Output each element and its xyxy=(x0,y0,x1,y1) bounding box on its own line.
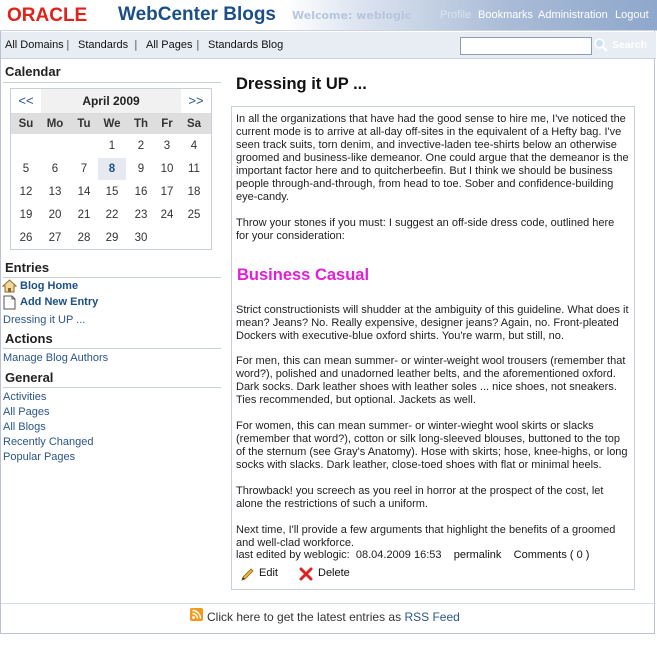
calendar-day: 2 xyxy=(137,140,145,152)
nav-separator: | xyxy=(66,38,70,51)
popular-pages-link[interactable]: Popular Pages xyxy=(3,451,76,463)
new-document-icon xyxy=(3,295,16,310)
post-paragraph: In all the organizations that have had the good sense to hire me, I've noticed the current mode is to arrive at all-day off-sites in the equivalent of a Hefty bag. I've seen track suits, torn denim, and invective-laden tee-shirts below an otherwise groomed and business-like demeanor. One could argue that the demeanor is the important factor here and to quitcherbeefin. But I think we should be business people through-and-through, from head to toe. Sober and confidence-building eye-candy. xyxy=(236,113,629,203)
post-paragraph: Throw your stones if you must: I suggest an off-side dress code, outlined here for your consideration: xyxy=(236,217,615,242)
calendar-day: 24 xyxy=(160,209,174,221)
nav-all-domains[interactable]: All Domains xyxy=(5,39,64,51)
rss-feed-link[interactable]: RSS Feed xyxy=(404,610,460,624)
edited-date: 08.04.2009 16:53 xyxy=(355,549,442,561)
welcome-text: Welcome: weblogic xyxy=(292,9,412,22)
rss-footer xyxy=(207,610,460,624)
calendar-day: 6 xyxy=(51,163,59,175)
bookmarks-link[interactable]: Bookmarks xyxy=(478,9,534,21)
product-title: WebCenter Blogs xyxy=(118,4,277,25)
calendar-day: 3 xyxy=(163,140,171,152)
post-paragraph: Next time, I'll provide a few arguments that highlight the benefits of a groomed and well-clad workforce. xyxy=(236,524,616,549)
calendar-day: 1 xyxy=(108,140,116,152)
post-paragraph: Strict constructionists will shudder at the ambiguity of this guideline. What does it mean? Jeans? No. Really expensive, designer jeans? Again, no. Front-pleated Dockers with executive-blue oxford shirts. You're warm, but still, no. xyxy=(236,304,629,342)
calendar xyxy=(10,88,212,250)
calendar-month-label: April 2009 xyxy=(82,94,140,108)
calendar-day: 13 xyxy=(48,186,62,198)
calendar-day: 22 xyxy=(105,209,119,221)
post-title: Dressing it UP ... xyxy=(236,75,367,93)
calendar-day: 25 xyxy=(187,209,201,221)
search-input[interactable] xyxy=(460,37,592,55)
edited-by-label: last edited by weblogic: xyxy=(236,549,350,561)
calendar-day-today[interactable]: 8 xyxy=(98,158,126,180)
divider xyxy=(3,82,221,83)
nav-separator: | xyxy=(134,38,138,51)
rss-icon[interactable] xyxy=(190,608,203,621)
calendar-day: 29 xyxy=(105,232,119,244)
calendar-day: 21 xyxy=(77,209,91,221)
calendar-day: 7 xyxy=(80,163,88,175)
weekday-label: We xyxy=(103,118,121,130)
footer-divider xyxy=(1,603,656,604)
calendar-day: 14 xyxy=(77,186,91,198)
permalink-link[interactable]: permalink xyxy=(453,549,502,561)
activities-link[interactable]: Activities xyxy=(3,391,47,403)
calendar-day: 9 xyxy=(137,163,145,175)
search-icon[interactable] xyxy=(594,38,608,52)
all-blogs-link[interactable]: All Blogs xyxy=(3,421,46,433)
calendar-day: 16 xyxy=(134,186,148,198)
section-heading: Business Casual xyxy=(237,266,370,284)
comments-link[interactable]: Comments ( 0 ) xyxy=(513,549,590,561)
calendar-prev-button[interactable]: << xyxy=(11,89,41,113)
calendar-day: 12 xyxy=(19,186,33,198)
calendar-next-button[interactable]: >> xyxy=(181,89,211,113)
all-pages-link[interactable]: All Pages xyxy=(3,406,50,418)
weekday-label: Mo xyxy=(46,118,64,130)
calendar-day: 17 xyxy=(160,186,174,198)
header xyxy=(0,0,657,31)
calendar-day: 5 xyxy=(22,163,30,175)
actions-heading: Actions xyxy=(5,331,53,346)
calendar-day: 18 xyxy=(187,186,201,198)
delete-button[interactable]: Delete xyxy=(318,567,350,579)
post-paragraph: Throwback! you screech as you reel in horror at the prospect of the cost, let alone the restrictions of such a uniform. xyxy=(236,485,604,510)
divider xyxy=(3,387,221,388)
post-paragraph: For men, this can mean summer- or winter-weight wool trousers (remember that word?), polished and unadorned leather belts, and the aforementioned oxford. Dark socks. Dark leather shoes with leather soles ... nice shoes, not sneakers. Ties recommended, but optional. Jackets as well. xyxy=(236,355,626,406)
weekday-label: Sa xyxy=(186,118,202,130)
weekday-label: Th xyxy=(133,118,149,130)
divider xyxy=(3,348,221,349)
nav-standards-blog[interactable]: Standards Blog xyxy=(208,39,284,51)
calendar-day: 4 xyxy=(190,140,198,152)
calendar-day: 26 xyxy=(19,232,33,244)
entries-heading: Entries xyxy=(5,260,50,275)
pencil-icon[interactable] xyxy=(240,567,255,582)
profile-link[interactable]: Profile xyxy=(440,9,472,21)
manage-blog-authors-link[interactable]: Manage Blog Authors xyxy=(3,352,109,364)
logout-link[interactable]: Logout xyxy=(615,9,649,21)
calendar-day: 10 xyxy=(160,163,174,175)
administration-link[interactable]: Administration xyxy=(538,9,608,21)
divider xyxy=(3,277,221,278)
calendar-day: 30 xyxy=(134,232,148,244)
add-new-entry-link[interactable]: Add New Entry xyxy=(20,296,99,308)
weekday-label: Fr xyxy=(161,118,173,130)
general-heading: General xyxy=(5,370,54,385)
home-icon xyxy=(2,279,17,293)
post-meta xyxy=(236,549,589,561)
calendar-header xyxy=(11,89,211,114)
post-link[interactable]: Dressing it UP ... xyxy=(3,314,86,326)
post-paragraph: For women, this can mean summer- or winter-wieght wool skirts or slacks (remember that word?), cotton or silk long-sleeved blouses, buttoned to the top of the sternum (see Gray's Anatomy). Hose with skirts; hose, knee-highs, or long socks with slacks. Dark leather, close-toed shoes with flat or minimal heels. xyxy=(236,420,628,471)
calendar-heading: Calendar xyxy=(5,64,61,79)
oracle-logo: ORACLE xyxy=(7,5,88,26)
nav-separator: | xyxy=(196,38,200,51)
weekday-label: Tu xyxy=(77,118,91,130)
calendar-day: 23 xyxy=(134,209,148,221)
nav-all-pages[interactable]: All Pages xyxy=(146,39,193,51)
recently-changed-link[interactable]: Recently Changed xyxy=(3,436,94,448)
rss-text: Click here to get the latest entries as xyxy=(207,610,402,624)
edit-button[interactable]: Edit xyxy=(259,567,278,579)
blog-home-link[interactable]: Blog Home xyxy=(20,280,79,292)
calendar-day: 28 xyxy=(77,232,91,244)
calendar-day: 19 xyxy=(19,209,33,221)
delete-x-icon[interactable] xyxy=(299,567,313,581)
search-button[interactable]: Search xyxy=(612,39,648,51)
calendar-day: 15 xyxy=(105,186,119,198)
calendar-day: 27 xyxy=(48,232,62,244)
nav-standards[interactable]: Standards xyxy=(78,39,129,51)
weekday-label: Su xyxy=(18,118,34,130)
calendar-day: 11 xyxy=(188,163,200,175)
calendar-weekday-row xyxy=(11,114,211,134)
calendar-day: 20 xyxy=(48,209,62,221)
